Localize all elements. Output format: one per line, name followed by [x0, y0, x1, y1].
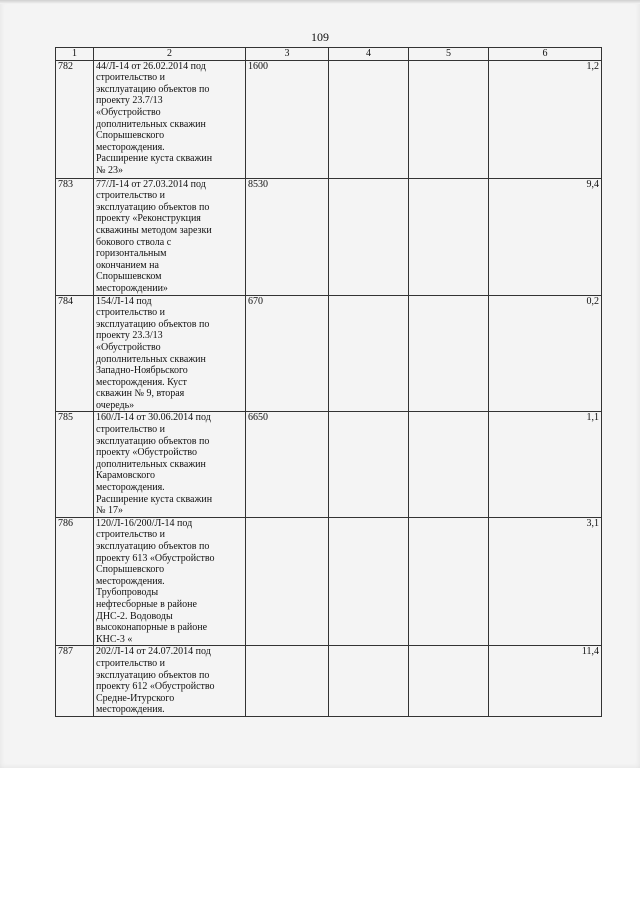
row-value: 3,1 [489, 517, 602, 646]
page-number: 109 [311, 30, 329, 44]
row-area: 6650 [246, 412, 329, 517]
table-row [56, 178, 602, 295]
row-value: 11,4 [489, 646, 602, 717]
row-number: 787 [56, 646, 94, 717]
header-col-3: 3 [246, 48, 329, 61]
row-col-4 [329, 517, 409, 646]
row-number: 784 [56, 295, 94, 412]
row-col-5 [409, 60, 489, 178]
row-value: 0,2 [489, 295, 602, 412]
row-area: 8530 [246, 178, 329, 295]
row-value: 1,2 [489, 60, 602, 178]
header-col-2: 2 [94, 48, 246, 61]
row-number: 782 [56, 60, 94, 178]
registry-table [55, 47, 602, 717]
table-row [56, 517, 602, 646]
row-col-5 [409, 295, 489, 412]
row-number: 785 [56, 412, 94, 517]
row-description: 120/Л-16/200/Л-14 под строительство и эксплуатацию объектов по проекту 613 «Обустройство Спорышевского месторождения. Трубопроводы нефтесборные в районе ДНС-2. Водоводы высоконапорные в районе КНС-3 « [94, 517, 246, 646]
table-row [56, 646, 602, 717]
row-area [246, 646, 329, 717]
row-number: 783 [56, 178, 94, 295]
row-area [246, 517, 329, 646]
row-description: 44/Л-14 от 26.02.2014 под строительство и эксплуатацию объектов по проекту 23.7/13 «Обустройство дополнительных скважин Спорышевского месторождения. Расширение куста скважин № 23» [94, 60, 246, 178]
table-header-row [56, 48, 602, 61]
row-col-4 [329, 646, 409, 717]
row-col-5 [409, 412, 489, 517]
header-col-5: 5 [409, 48, 489, 61]
header-col-1: 1 [56, 48, 94, 61]
table-row [56, 295, 602, 412]
row-value: 9,4 [489, 178, 602, 295]
row-description: 154/Л-14 под строительство и эксплуатацию объектов по проекту 23.3/13 «Обустройство дополнительных скважин Западно-Ноябрьского месторождения. Куст скважин № 9, вторая очередь» [94, 295, 246, 412]
row-col-4 [329, 412, 409, 517]
row-col-4 [329, 178, 409, 295]
row-col-5 [409, 646, 489, 717]
row-col-5 [409, 517, 489, 646]
row-area: 1600 [246, 60, 329, 178]
row-col-5 [409, 178, 489, 295]
row-description: 202/Л-14 от 24.07.2014 под строительство и эксплуатацию объектов по проекту 612 «Обустройство Средне-Итурского месторождения. [94, 646, 246, 717]
row-area: 670 [246, 295, 329, 412]
row-col-4 [329, 295, 409, 412]
row-description: 160/Л-14 от 30.06.2014 под строительство и эксплуатацию объектов по проекту «Обустройство дополнительных скважин Карамовского месторождения. Расширение куста скважин № 17» [94, 412, 246, 517]
header-col-4: 4 [329, 48, 409, 61]
row-description: 77/Л-14 от 27.03.2014 под строительство и эксплуатацию объектов по проекту «Реконструкция скважины методом зарезки бокового ствола с горизонтальным окончанием на Спорышевском месторождении» [94, 178, 246, 295]
row-number: 786 [56, 517, 94, 646]
row-value: 1,1 [489, 412, 602, 517]
header-col-6: 6 [489, 48, 602, 61]
scan-edge [0, 0, 640, 4]
table-row [56, 60, 602, 178]
table-row [56, 412, 602, 517]
row-col-4 [329, 60, 409, 178]
